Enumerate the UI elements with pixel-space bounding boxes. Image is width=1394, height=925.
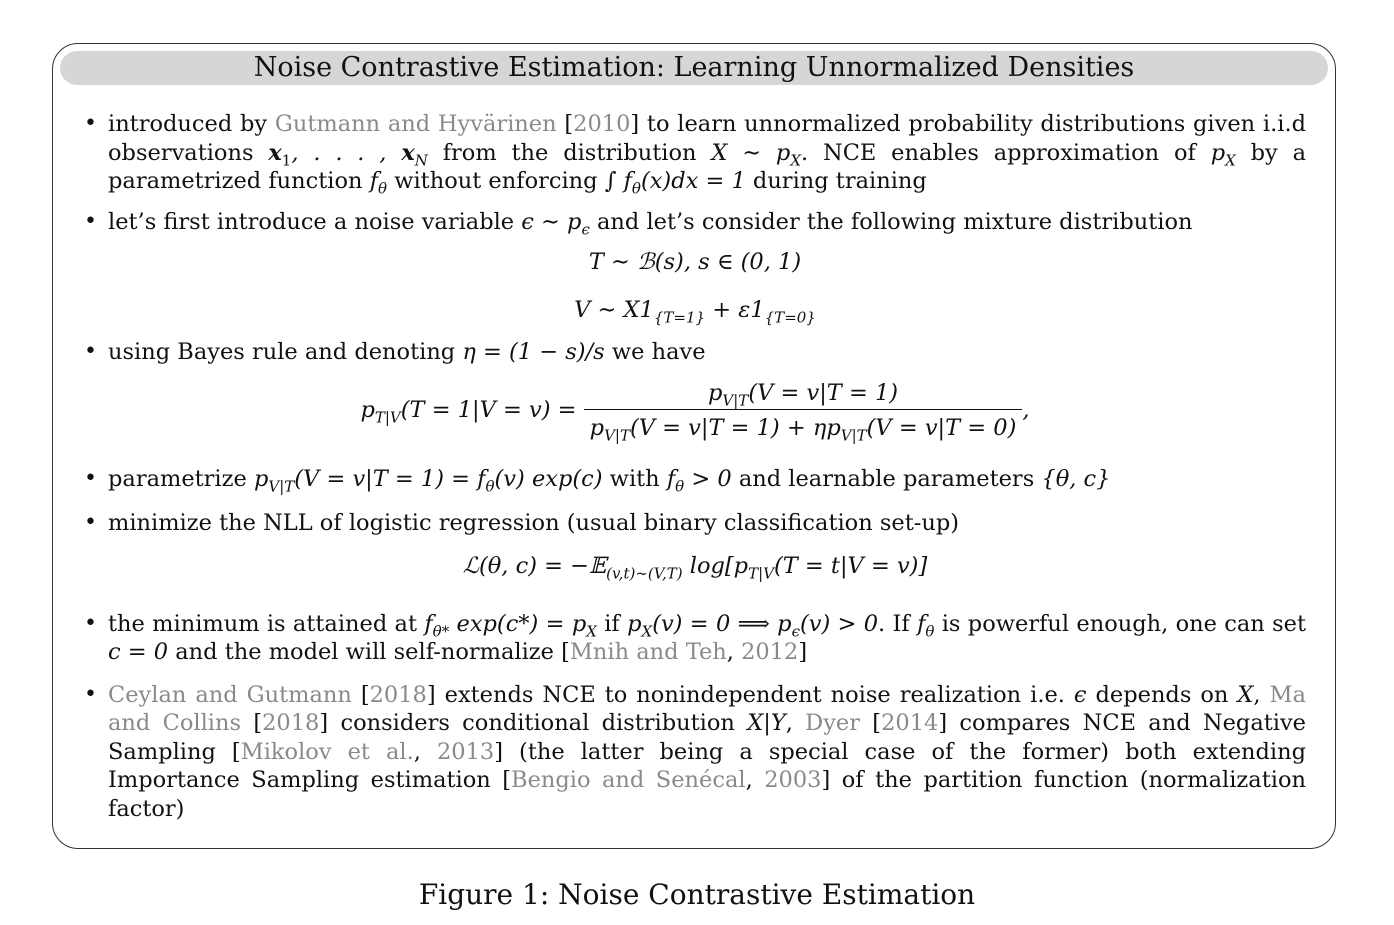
math-sub: {T=0} — [764, 308, 816, 327]
math: f — [369, 168, 379, 194]
equation-bernoulli: T ∼ ℬ(s), s ∈ (0, 1) — [588, 249, 802, 275]
text: . If — [878, 610, 918, 637]
text: minimize the NLL of logistic regression (usual binary classification set-up) — [108, 510, 960, 536]
text: , — [745, 767, 765, 793]
math-sub: {T=1} — [653, 308, 706, 327]
citation-mnih[interactable]: Mnih and Teh — [569, 639, 727, 665]
math: log[p — [682, 552, 749, 579]
equation-posterior — [84, 367, 1306, 465]
citation-gutmann[interactable]: Gutmann and Hyvärinen — [274, 111, 557, 137]
bullet-list — [84, 610, 1306, 824]
math: ϵ ∼ p — [521, 208, 582, 235]
math: p — [1210, 139, 1226, 166]
bullet-list — [84, 110, 1306, 236]
bullet-nce-intro — [84, 110, 1306, 196]
text: , — [413, 738, 437, 765]
math: p — [627, 610, 642, 637]
citation-year[interactable]: 2014 — [881, 710, 939, 736]
math: η = (1 − s)/s — [462, 339, 605, 365]
math: + ε1 — [705, 297, 765, 323]
math: (v) > 0 — [799, 610, 879, 637]
citation-year[interactable]: 2010 — [573, 111, 631, 137]
math: p — [589, 415, 605, 441]
math-sub: X — [790, 151, 802, 169]
text: we have — [604, 339, 706, 365]
citation-year[interactable]: 2012 — [741, 639, 799, 665]
bullet-list — [84, 338, 1306, 367]
citation-year[interactable]: 2018 — [369, 681, 427, 708]
fraction-denominator — [584, 410, 1023, 443]
text: parametrize — [108, 465, 254, 492]
math: (V = v|T = 1) = f — [294, 465, 486, 492]
math-sub: θ — [675, 477, 685, 495]
math-sub: 1 — [281, 151, 292, 169]
math-sub: θ — [378, 179, 388, 198]
math-sub: ϵ — [791, 622, 800, 640]
math: (v) exp(c) — [494, 465, 603, 492]
math-sub: θ — [485, 477, 495, 495]
math-sub: X — [641, 622, 653, 640]
math: p — [253, 465, 269, 492]
fraction-numerator — [584, 379, 1023, 411]
math: x — [401, 139, 415, 166]
math-sub: N — [414, 151, 428, 169]
text: during training — [745, 168, 927, 194]
math-sub: θ* — [432, 622, 450, 640]
bullet-list — [84, 465, 1306, 538]
text: extends NCE to nonindependent noise realization i.e. — [435, 681, 1074, 708]
bullet-minimize-nll — [84, 509, 1306, 538]
math: (T = 1|V = v) = — [400, 396, 577, 423]
math-sub: (v,t)∼(V,T) — [606, 564, 683, 582]
math: , . . . , — [291, 139, 402, 166]
math-sub: T|V — [374, 408, 401, 426]
math: (T = t|V = v)] — [773, 552, 928, 579]
text: , — [726, 639, 742, 665]
math: {θ, c} — [1041, 465, 1111, 492]
equation-mixture — [84, 286, 1306, 338]
text: without enforcing — [387, 168, 605, 194]
citation-ma-collins[interactable]: Ma and Collins — [108, 681, 1306, 736]
bracket: [ — [564, 111, 574, 137]
bracket: ] — [630, 111, 640, 137]
math: f — [666, 465, 676, 492]
figure-title: Noise Contrastive Estimation: Learning Unnormalized Densities — [60, 51, 1328, 85]
text: considers conditional distribution — [328, 710, 748, 736]
math-sub: X — [586, 622, 597, 640]
citation-ceylan[interactable]: Ceylan and Gutmann — [108, 681, 352, 708]
text: the minimum is attained at — [108, 610, 425, 637]
text: to learn unnormalized probability distributions given i.i.d observations — [108, 111, 1306, 166]
citation-bengio[interactable]: Bengio and Senécal — [511, 767, 746, 793]
math-sub: V|T — [722, 391, 749, 409]
math: , — [1022, 396, 1030, 423]
text: ] of the partition function (normalization factor) — [108, 767, 1306, 822]
math: f — [917, 610, 926, 637]
math-sub: X — [1225, 151, 1236, 169]
math: ℒ(θ, c) = −𝔼 — [462, 552, 607, 579]
bullet-parametrize — [84, 465, 1306, 494]
text: from the distribution — [427, 139, 712, 166]
text: and learnable parameters — [731, 465, 1042, 492]
math-sub: θ — [631, 179, 641, 198]
equation-loss — [84, 538, 1306, 610]
figure-content — [84, 110, 1306, 823]
math: (V = v|T = 1) — [748, 379, 899, 406]
math: (x)dx = 1 — [640, 168, 746, 194]
text: let’s first introduce a noise variable — [108, 208, 522, 235]
text: by a parametrized function — [108, 139, 1307, 194]
math: (V = v|T = 1) + ηp — [629, 415, 841, 441]
citation-dyer[interactable]: Dyer — [805, 710, 860, 736]
math: x — [268, 139, 282, 166]
math-sub: θ — [925, 622, 935, 640]
math: f — [424, 610, 433, 637]
citation-year[interactable]: 2018 — [262, 710, 320, 736]
math: V ∼ X1 — [574, 297, 654, 323]
citation-year[interactable]: 2003 — [764, 767, 822, 793]
math: (v) = 0 ⟹ p — [652, 610, 792, 637]
math-sub: V|T — [840, 426, 867, 445]
math: X|Y — [747, 710, 786, 736]
bullet-related-work: • Ceylan and Gutmann [2018] extends NCE to nonindependent noise realization i.e. ϵ depends on X, Ma and Collins [2018] considers conditional distribution X|Y, Dyer [2014] compares NCE and Negative Sampling [Mikolov et al., 2013] (the latter being a special case of the former) both extending Importance Sampling estimation [Bengio and Senécal, 2003] of the partition function (normalization factor) — [84, 681, 1306, 824]
math: X — [1237, 681, 1254, 708]
text: , — [785, 710, 806, 736]
figure-caption: Figure 1: Noise Contrastive Estimation — [418, 878, 976, 911]
math-sub: V|T — [268, 477, 295, 495]
text: with — [602, 465, 667, 492]
text: and the model will self-normalize [ — [168, 639, 570, 665]
math: > 0 — [684, 465, 732, 492]
text: ] (the latter being a special case of the former) both extending Importance Sampling estimation [ — [108, 738, 1306, 793]
math-sub: V|T — [604, 426, 630, 445]
text: is powerful enough, one can set — [934, 610, 1307, 637]
text: compares NCE and Negative Sampling [ — [108, 710, 1306, 765]
text: and let’s consider the following mixture distribution — [589, 208, 1193, 235]
math: exp(c*) = p — [449, 610, 587, 637]
math: X ∼ p — [711, 139, 791, 166]
text: ] — [798, 639, 808, 665]
math-sub: ϵ — [581, 220, 590, 238]
bullet-bayes-rule — [84, 338, 1306, 367]
text: using Bayes rule and denoting — [108, 339, 463, 365]
citation-year[interactable]: 2013 — [436, 738, 495, 765]
math: p — [360, 396, 375, 423]
text: , — [1253, 681, 1270, 708]
math: p — [708, 379, 723, 406]
citation-mikolov[interactable]: Mikolov et al. — [240, 738, 414, 765]
text: if — [596, 610, 628, 637]
text: introduced by — [108, 111, 275, 137]
math: ϵ — [1073, 681, 1087, 708]
text: depends on — [1086, 681, 1238, 708]
bullet-noise-variable — [84, 208, 1306, 237]
math: c = 0 — [108, 639, 169, 665]
bullet-minimum — [84, 610, 1306, 667]
fraction — [584, 379, 1023, 443]
text: . NCE enables approximation of — [801, 139, 1211, 166]
math: ∫ f — [604, 168, 632, 194]
math: (V = v|T = 0) — [866, 415, 1017, 441]
math-sub: T|V — [748, 564, 774, 582]
